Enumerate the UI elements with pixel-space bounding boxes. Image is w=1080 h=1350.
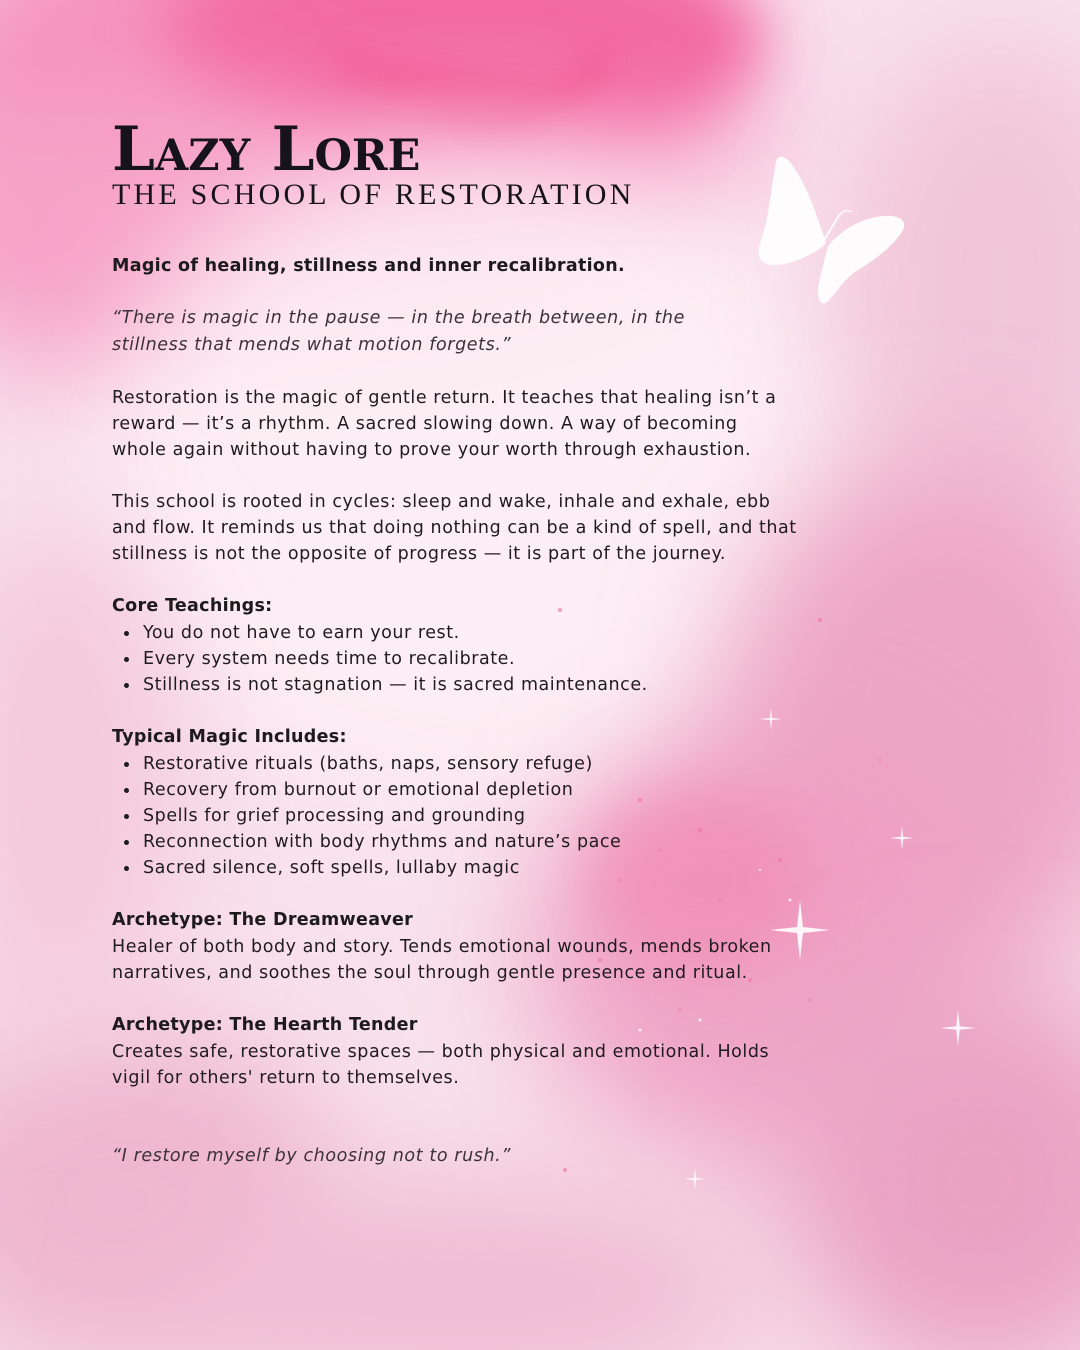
sparkle-icon xyxy=(890,826,914,850)
core-teachings-list xyxy=(112,620,812,698)
tagline: Magic of healing, stillness and inner recalibration. xyxy=(112,256,625,276)
archetype-hearth-tender-heading: Archetype: The Hearth Tender xyxy=(112,1015,418,1035)
opening-quote: “There is magic in the pause — in the breath between, in the stillness that mends what motion forgets.” xyxy=(112,308,685,355)
archetype-dreamweaver-description: Healer of both body and story. Tends emotional wounds, mends broken narratives, and soothes the soul through gentle presence and ritual. xyxy=(112,937,772,983)
core-teachings-heading: Core Teachings: xyxy=(112,596,273,616)
list-item: Restorative rituals (baths, naps, sensory refuge) xyxy=(143,751,812,777)
list-item: You do not have to earn your rest. xyxy=(143,620,812,646)
typical-magic-heading: Typical Magic Includes: xyxy=(112,727,347,747)
document-body xyxy=(112,114,812,1169)
list-item: Spells for grief processing and grounding xyxy=(143,803,812,829)
sparkle-icon xyxy=(684,1168,706,1190)
closing-quote: “I restore myself by choosing not to rush.” xyxy=(112,1146,512,1166)
brand-title: Lazy Lore xyxy=(112,114,421,185)
typical-magic-list xyxy=(112,751,812,881)
archetype-hearth-tender-description: Creates safe, restorative spaces — both physical and emotional. Holds vigil for others' return to themselves. xyxy=(112,1042,770,1088)
list-item: Sacred silence, soft spells, lullaby magic xyxy=(143,855,812,881)
sparkle-icon xyxy=(940,1010,976,1046)
list-item: Reconnection with body rhythms and nature’s pace xyxy=(143,829,812,855)
page-subtitle: THE SCHOOL OF RESTORATION xyxy=(112,178,635,211)
archetype-dreamweaver-heading: Archetype: The Dreamweaver xyxy=(112,910,414,930)
paragraph-cycles: This school is rooted in cycles: sleep and wake, inhale and exhale, ebb and flow. It reminds us that doing nothing can be a kind of spell, and that stillness is not the opposite of progress — it is part of the journey. xyxy=(112,492,797,564)
list-item: Stillness is not stagnation — it is sacred maintenance. xyxy=(143,672,812,698)
list-item: Every system needs time to recalibrate. xyxy=(143,646,812,672)
list-item: Recovery from burnout or emotional depletion xyxy=(143,777,812,803)
paragraph-restoration: Restoration is the magic of gentle return. It teaches that healing isn’t a reward — it’s a rhythm. A sacred slowing down. A way of becoming whole again without having to prove your worth through exhaustion. xyxy=(112,388,777,460)
